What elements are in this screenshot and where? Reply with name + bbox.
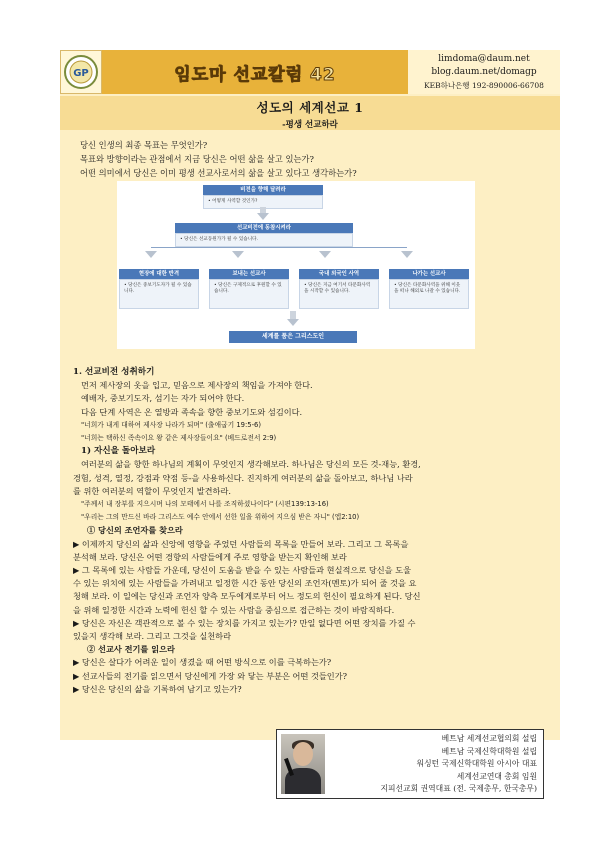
credential-line: 세계선교연대 총회 임원 (456, 771, 537, 781)
subsection-heading: 1) 자신을 돌아보라 (81, 446, 156, 457)
body-line: 를 위한 여러분의 역할이 무엇인지 발견하라. (73, 485, 231, 496)
diagram-box-body: • 당신은 지금 여기서 타문화사역을 시작할 수 있습니다. (299, 279, 379, 309)
diagram-box-head: 국내 외국인 사역 (299, 269, 379, 279)
diagram-box-body: • 당신은 중보기도자가 될 수 있습니다. (119, 279, 199, 309)
author-photo (281, 734, 325, 794)
diagram-column-3 (299, 269, 379, 309)
body-line: ▶ 선교사들의 전기를 읽으면서 당신에게 가장 와 닿는 부분은 어떤 것들인가? (73, 670, 347, 681)
body-line: 청해 보라. 이 일에는 당신과 조언자 양측 모두에게로부터 어느 정도의 헌신이 필요하게 된다. 당신 (73, 591, 421, 602)
blog-text: blog.daum.net/domagp (431, 67, 537, 77)
column-title-bar (102, 50, 408, 94)
scripture-quote: "너희가 내게 대하여 제사장 나라가 되며" (출애굽기 19:5-6) (81, 420, 262, 429)
scripture-quote: "우리는 그의 만드신 바라 그리스도 예수 안에서 선한 일을 위하여 지으심 받은 자니" (엡2:10) (81, 513, 360, 522)
diagram-column-4 (389, 269, 469, 309)
body-line: 다음 단계 사역은 온 열방과 족속을 향한 중보기도와 섬김이다. (81, 406, 303, 417)
down-arrow-icon (145, 251, 157, 258)
mission-diagram (117, 181, 475, 349)
diagram-box-body-text: 당신은 중보기도자가 될 수 있습니다. (124, 283, 192, 295)
down-arrow-icon (232, 251, 244, 258)
down-arrow-icon (401, 251, 413, 258)
gp-logo-icon (63, 54, 99, 90)
body-line: 분석해 보라. 당신은 어떤 경향의 사람들에게 주로 영향을 받는지 확인해 보라 (73, 551, 347, 562)
scripture-quote: "주께서 내 장부를 지으시며 나의 모태에서 나를 조직하셨나이다" (시편139:13-16) (81, 500, 329, 509)
diagram-final-box: 세계를 품은 그리스도인 (229, 331, 357, 343)
down-arrow-icon (257, 213, 269, 220)
diagram-column-2 (209, 269, 289, 309)
contact-info (408, 50, 560, 94)
article-body (73, 366, 555, 696)
body-line: 을 위해 일정한 시간과 노력에 헌신 할 수 있는 사람을 중심으로 접근하는 것이 바람직하다. (73, 604, 395, 615)
intro-line: 어떤 의미에서 당신은 이미 평생 선교사로서의 삶을 살고 있다고 생각하는가? (80, 168, 357, 178)
diagram-box-head: 보내는 선교사 (209, 269, 289, 279)
diagram-box-body-text: 당신은 구제적으로 후원할 수 있습니다. (214, 283, 282, 295)
body-line: 여러분의 삶을 향한 하나님의 계획이 무엇인지 생각해보라. 하나님은 당신의 모든 것-재능, 환경, (81, 459, 421, 470)
diagram-box-body: • 당신은 구제적으로 후원할 수 있습니다. (209, 279, 289, 309)
body-line: 수 있는 위치에 있는 사람들을 가려내고 일정한 시간 동안 당신의 조언자(멘토)가 되어 줄 것을 요 (73, 578, 417, 589)
intro-line: 당신 인생의 최종 목표는 무엇인가? (80, 140, 208, 150)
bank-account-text: KEB하나은행 192-890006-66708 (424, 81, 544, 90)
body-line: 먼저 제사장의 옷을 입고, 믿음으로 제사장의 책임을 가져야 한다. (81, 380, 313, 391)
scripture-quote: "너희는 택하신 족속이요 왕 같은 제사장들이요" (베드로전서 2:9) (81, 434, 277, 443)
diagram-box-body: • 어떻게 사역할 것인가? (203, 195, 323, 209)
intro-line: 목표와 방향이라는 관점에서 지금 당신은 어떤 삶을 살고 있는가? (80, 154, 314, 164)
body-line: 예배자, 중보기도자, 섬기는 자가 되어야 한다. (81, 393, 245, 404)
diagram-column-1 (119, 269, 199, 309)
column-title: 임도마 선교칼럼 42 (174, 64, 336, 85)
intro-questions (80, 138, 540, 180)
body-line: 있을지 생각해 보라. 그리고 그것을 실천하라 (73, 631, 231, 642)
body-line: ▶ 당신은 살다가 어려운 일이 생겼을 때 어떤 방식으로 이를 극복하는가? (73, 657, 332, 668)
point-heading: ① 당신의 조언자를 찾으라 (87, 525, 183, 536)
email-text: limdoma@daum.net (438, 54, 530, 64)
body-line: 경험, 성격, 열정, 강점과 약점 등-을 사용하신다. 진지하게 여러분의 삶을 돌아보고, 하나님 나라 (73, 472, 413, 483)
diagram-box-head: 현장에 대한 반격 (119, 269, 199, 279)
article-title: 성도의 세계선교 1 (256, 100, 364, 115)
diagram-box-head: 비전을 향해 달려라 (203, 185, 323, 195)
section-heading: 1. 선교비전 성취하기 (73, 367, 155, 377)
credential-line: 워싱턴 국제신학대학원 아시아 대표 (416, 759, 537, 769)
diagram-connector (151, 247, 407, 248)
diagram-box-body-text: 당신은 선교동원가가 될 수 있습니다. (184, 237, 259, 242)
diagram-box-vision (203, 185, 323, 209)
credential-line: 베트남 세계선교협의회 설립 (441, 734, 537, 743)
credential-line: 베트남 국제신학대학원 설립 (441, 746, 537, 756)
article-subtitle: -평생 선교하라 (282, 120, 338, 130)
down-arrow-icon (287, 319, 299, 326)
diagram-box-head: 나가는 선교사 (389, 269, 469, 279)
author-profile (276, 729, 544, 799)
body-line: ▶ 이제까지 당신의 삶과 신앙에 영향을 주었던 사람들의 목록을 만들어 보라. 그리고 그 목록을 (73, 538, 409, 549)
diagram-box-body-text: 어떻게 사역할 것인가? (212, 199, 258, 204)
body-line: ▶ 그 목록에 있는 사람들 가운데, 당신이 도움을 받을 수 있는 사람들과 현실적으로 당신을 도울 (73, 565, 411, 576)
logo-text: GP (73, 68, 89, 79)
diagram-box-mobilize (175, 223, 353, 247)
down-arrow-icon (319, 251, 331, 258)
diagram-box-body-text: 당신은 지금 여기서 타문화사역을 시작할 수 있습니다. (304, 283, 371, 295)
article-title-band (60, 96, 560, 130)
diagram-box-body-text: 당신은 타문화사역을 위해 이웃을 떠나 해외로 나갈 수 있습니다. (394, 283, 461, 295)
diagram-box-body: • 당신은 타문화사역을 위해 이웃을 떠나 해외로 나갈 수 있습니다. (389, 279, 469, 309)
diagram-box-body: • 당신은 선교동원가가 될 수 있습니다. (175, 233, 353, 247)
microphone-icon (284, 758, 294, 776)
body-line: ▶ 당신은 자신은 객관적으로 볼 수 있는 장치를 가지고 있는가? 만일 없다면 어떤 장치를 가질 수 (73, 617, 416, 628)
point-heading: ② 선교사 전기를 읽으라 (87, 644, 175, 655)
author-credentials (380, 733, 537, 796)
gp-logo (60, 50, 102, 94)
diagram-box-head: 선교비전에 동참시켜라 (175, 223, 353, 233)
diagram-arrow-stem (290, 311, 296, 319)
column-header (60, 50, 560, 94)
credential-line: 지피선교회 권역대표 (전. 국제총무, 한국총무) (380, 784, 537, 794)
body-line: ▶ 당신은 당신의 삶을 기록하여 남기고 있는가? (73, 683, 242, 694)
